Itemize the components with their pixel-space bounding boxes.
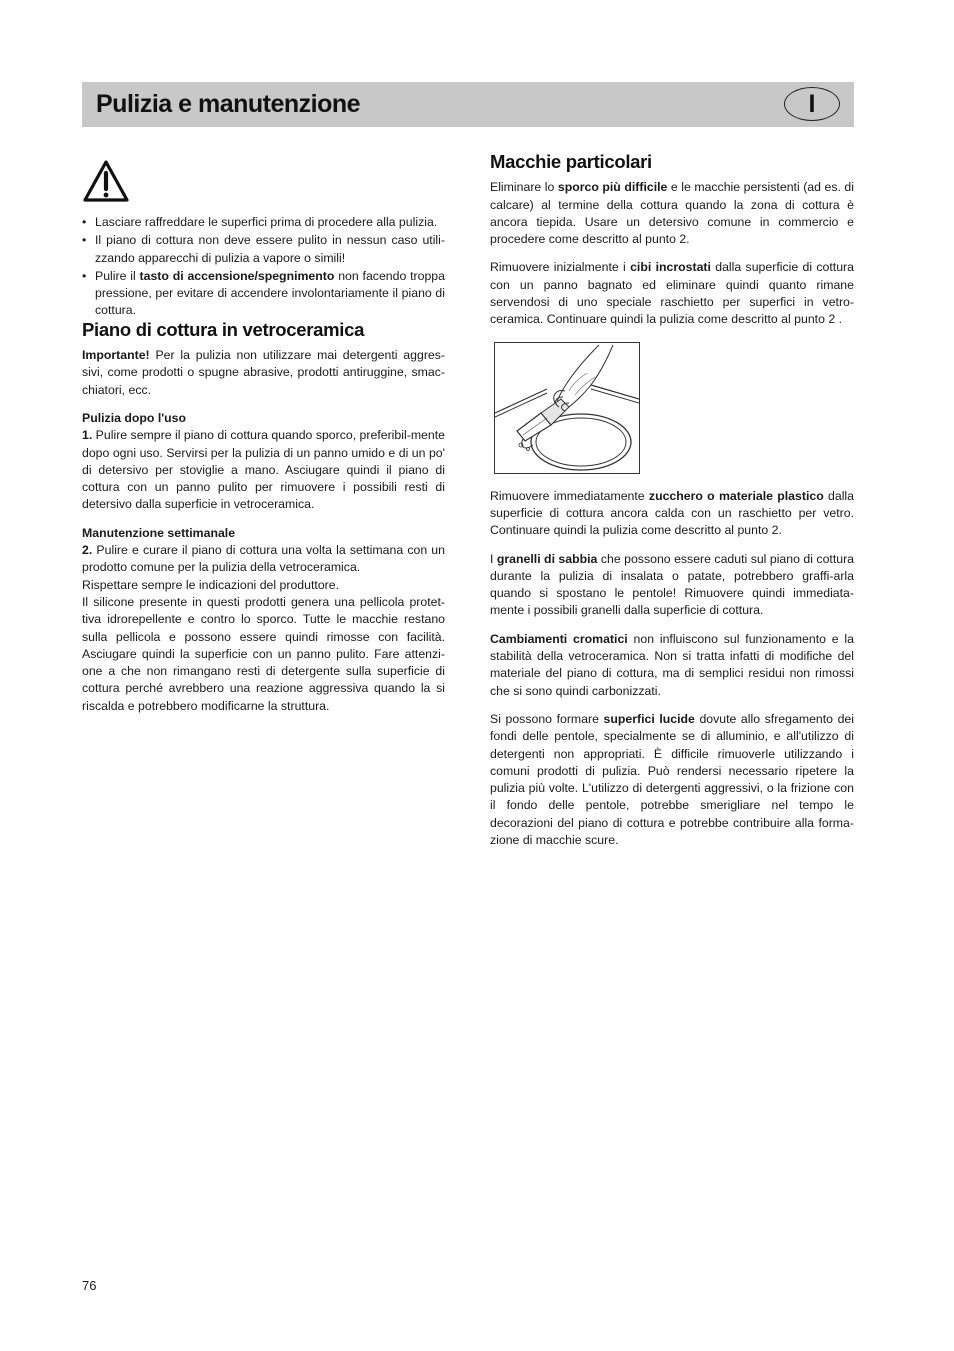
bold-text: Cambiamenti cromatici bbox=[490, 631, 628, 646]
scraper-illustration bbox=[494, 342, 640, 474]
paragraph bbox=[490, 551, 854, 620]
text-run: non influiscono sul funzionamento e la stabilità della vetroceramica. Non si tratta infatti di modifiche del materiale del piano di cottura, ma di semplici residui non rimossi che si sono quindi carbonizzati. bbox=[490, 631, 854, 698]
bold-text: 2. bbox=[82, 543, 93, 558]
bold-text: tasto di accensione/spegnimento bbox=[139, 268, 335, 283]
paragraph bbox=[82, 427, 445, 513]
text-run: Eliminare lo bbox=[490, 180, 558, 195]
bold-text: sporco più difficile bbox=[557, 180, 668, 195]
bold-text: Importante! bbox=[82, 348, 150, 363]
text-run: Rimuovere immediatamente bbox=[490, 488, 649, 503]
page-header bbox=[82, 82, 854, 127]
paragraph bbox=[490, 631, 854, 700]
paragraph bbox=[82, 542, 445, 577]
text-run: dalla superficie di cottura con un panno bagnato ed eliminare quindi quanto rimane servendosi di uno speciale raschietto per superfici in vetro-ceramica. Continuare quindi la pulizia come descritto al punto 2 . bbox=[490, 260, 854, 327]
paragraph: Rispettare sempre le indicazioni del produttore. bbox=[82, 577, 340, 592]
safety-bullet-list bbox=[82, 214, 445, 320]
subheading: Manutenzione settimanale bbox=[82, 525, 236, 540]
bold-text: superfici lucide bbox=[603, 711, 695, 726]
section-heading: Macchie particolari bbox=[490, 151, 652, 172]
text-run: Pulire sempre il piano di cottura quando sporco, preferibil-mente dopo ogni uso. Servirsi per la pulizia di un panno umido e di un po' di detersivo per stoviglie a mano. Asciugare quindi il piano di cottura con un panno pulito per rimuovere i possibili resti di detersivo dalla superficie in vetroceramica. bbox=[82, 428, 445, 512]
text-run: Si possono formare bbox=[490, 711, 604, 726]
warning-triangle-icon bbox=[82, 158, 130, 204]
text-run: Rimuovere inizialmente i bbox=[490, 260, 631, 275]
page-number: 76 bbox=[82, 1278, 97, 1293]
paragraph bbox=[490, 179, 854, 248]
paragraph bbox=[490, 259, 854, 328]
subheading: Pulizia dopo l'uso bbox=[82, 410, 187, 425]
bullet-item bbox=[82, 268, 445, 320]
important-note bbox=[82, 347, 445, 399]
bullet-item bbox=[82, 214, 445, 231]
text-run: Per la pulizia non utilizzare mai detergenti aggres-sivi, come prodotti o spugne abrasive, prodotti antiruggine, smac-chiatori, ecc. bbox=[82, 348, 445, 397]
paragraph: Il silicone presente in questi prodotti genera una pellicola protet-tiva idrorepellente e contro lo sporco. Tutte le macchie restano sulla pellicola e possono essere quindi rimosse con facilità. Asciugare quindi la superficie con un panno pulito. Fare attenzi-one a che non rimangano resti di detergente sulla superficie di cottura perché avrebbero una reazione aggressiva quando la si riscalda e potrebbero modificarne la struttura. bbox=[82, 594, 445, 713]
bullet-item bbox=[82, 232, 445, 267]
bold-text: zucchero o materiale plastico bbox=[648, 488, 824, 503]
text-run: Pulire il bbox=[95, 268, 140, 283]
bold-text: cibi incrostati bbox=[630, 260, 711, 275]
bold-text: 1. bbox=[82, 428, 93, 443]
left-column bbox=[82, 158, 445, 715]
text-run: che possono essere caduti sul piano di cottura durante la pulizia di insalata o patate, potrebbero graffi-arla quando si spostano le pentole! Rimuovere quindi immediata-mente i possibili granelli dalla superficie di cottura. bbox=[490, 551, 855, 618]
bold-text: granelli di sabbia bbox=[496, 551, 598, 566]
text-run: Lasciare raffreddare le superfici prima di procedere alla pulizia. bbox=[95, 215, 438, 229]
page-title: Pulizia e manutenzione bbox=[96, 90, 361, 118]
paragraph bbox=[490, 488, 854, 540]
text-run: I bbox=[490, 551, 497, 566]
section-heading: Piano di cottura in vetroceramica bbox=[82, 318, 365, 340]
paragraph bbox=[490, 711, 854, 849]
text-run: Pulire e curare il piano di cottura una volta la settimana con un prodotto comune per la pulizia della vetroceramica. bbox=[82, 543, 445, 575]
text-run: e le macchie persistenti (ad es. di calcare) al termine della cottura quando la zona di cottura è ancora tiepida. Usare un detersivo comune in commercio e procedere come descritto al punto 2. bbox=[490, 180, 854, 247]
text-run: dovute allo sfregamento dei fondi delle pentole, specialmente se di alluminio, e all'utilizzo di detergenti non appropriati. È difficile rimuoverle utilizzando i comuni prodotti di pulizia. Può rendersi necessario ripetere la pulizia più volte. L'utilizzo di detergenti aggressivi, o la frizione con il fondo delle pentole, potrebbe smerigliare nel tempo le decorazioni del piano di cottura e potrebbe contribuire alla forma-zione di macchie scure. bbox=[490, 711, 854, 848]
text-run: Il piano di cottura non deve essere pulito in nessun caso utili-zzando apparecchi di pulizia a vapore o simili! bbox=[95, 233, 445, 265]
text-run: dalla superficie di cottura ancora calda con un raschietto per vetro. Continuare quindi la pulizia come descritto al punto 2. bbox=[490, 488, 854, 538]
right-column bbox=[490, 153, 854, 849]
language-badge: I bbox=[784, 87, 840, 121]
text-run: non facendo troppa pressione, per evitare di accendere involontariamente il piano di cottura. bbox=[95, 268, 445, 318]
